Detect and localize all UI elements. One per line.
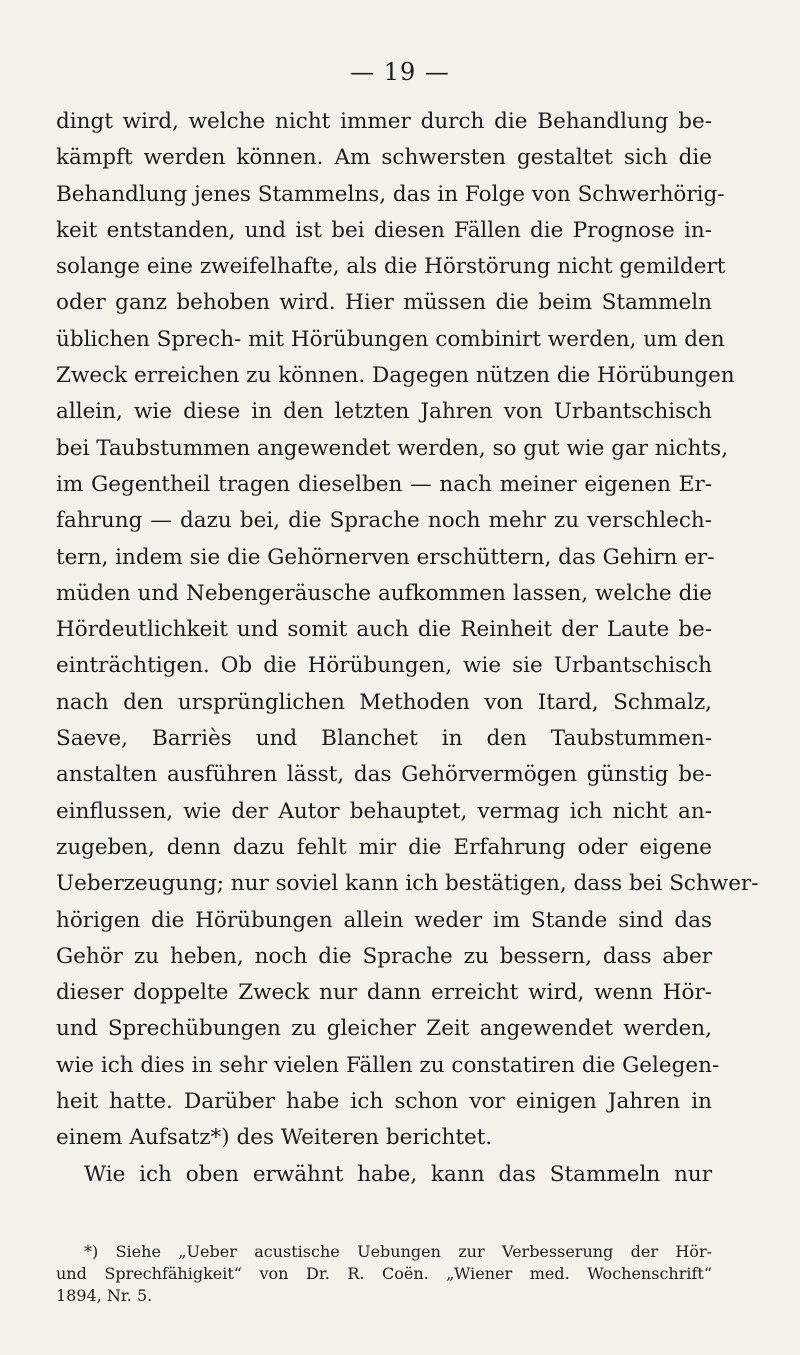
page-number: — 19 —	[350, 58, 450, 86]
text-line: oder ganz behoben wird. Hier müssen die beim Stammeln	[56, 290, 712, 316]
text-line: Saeve, Barriès und Blanchet in den Taubstummen-	[56, 726, 712, 752]
text-line: kämpft werden können. Am schwersten gestaltet sich die	[56, 145, 712, 171]
footnote-line: und Sprechfähigkeit“ von Dr. R. Coën. „Wiener med. Wochenschrift“	[56, 1264, 712, 1283]
footnote	[56, 1241, 712, 1307]
text-line: Behandlung jenes Stammelns, das in Folge von Schwerhörig-	[56, 181, 725, 207]
text-line: wie ich dies in sehr vielen Fällen zu constatiren die Gelegen-	[56, 1052, 720, 1078]
text-line: dingt wird, welche nicht immer durch die Behandlung be-	[56, 109, 712, 134]
text-line: hörigen die Hörübungen allein weder im Stande sind das	[56, 907, 712, 933]
text-line: solange eine zweifelhafte, als die Hörstörung nicht gemildert	[56, 254, 726, 280]
text-line: und Sprechübungen zu gleicher Zeit angewendet werden,	[56, 1016, 712, 1042]
text-line: Gehör zu heben, noch die Sprache zu bessern, dass aber	[56, 943, 712, 969]
text-line: dieser doppelte Zweck nur dann erreicht wird, wenn Hör-	[56, 980, 712, 1006]
text-line: einflussen, wie der Autor behauptet, vermag ich nicht an-	[56, 798, 712, 824]
body-text	[56, 104, 759, 1193]
text-line: üblichen Sprech- mit Hörübungen combinirt werden, um den	[56, 326, 725, 352]
text-line: zugeben, denn dazu fehlt mir die Erfahrung oder eigene	[56, 834, 712, 860]
text-line: nach den ursprünglichen Methoden von Itard, Schmalz,	[56, 689, 712, 715]
text-line: fahrung — dazu bei, die Sprache noch mehr zu verschlech-	[56, 508, 712, 534]
text-line: allein, wie diese in den letzten Jahren von Urbantschisch	[56, 399, 712, 425]
text-line: Hördeutlichkeit und somit auch die Reinheit der Laute be-	[56, 617, 712, 643]
text-line: Ueberzeugung; nur soviel kann ich bestätigen, dass bei Schwer-	[56, 871, 759, 897]
text-line: bei Taubstummen angewendet werden, so gut wie gar nichts,	[56, 435, 729, 461]
text-line: heit hatte. Darüber habe ich schon vor einigen Jahren in	[56, 1089, 712, 1115]
text-line: im Gegentheil tragen dieselben — nach meiner eigenen Er-	[56, 471, 712, 497]
text-line: anstalten ausführen lässt, das Gehörvermögen günstig be-	[56, 762, 712, 788]
text-line: Zweck erreichen zu können. Dagegen nützen die Hörübungen	[56, 363, 735, 389]
text-line: einem Aufsatz*) des Weiteren berichtet.	[56, 1125, 493, 1151]
text-line: Wie ich oben erwähnt habe, kann das Stammeln nur	[84, 1161, 712, 1187]
text-line: keit entstanden, und ist bei diesen Fällen die Prognose in-	[56, 217, 712, 243]
text-line: müden und Nebengeräusche aufkommen lassen, welche die	[56, 580, 712, 606]
footnote-line: *) Siehe „Ueber acustische Uebungen zur Verbesserung der Hör-	[84, 1242, 712, 1261]
text-line: einträchtigen. Ob die Hörübungen, wie sie Urbantschisch	[56, 653, 712, 679]
footnote-line: 1894, Nr. 5.	[56, 1286, 153, 1305]
text-line: tern, indem sie die Gehörnerven erschüttern, das Gehirn er-	[56, 544, 715, 570]
